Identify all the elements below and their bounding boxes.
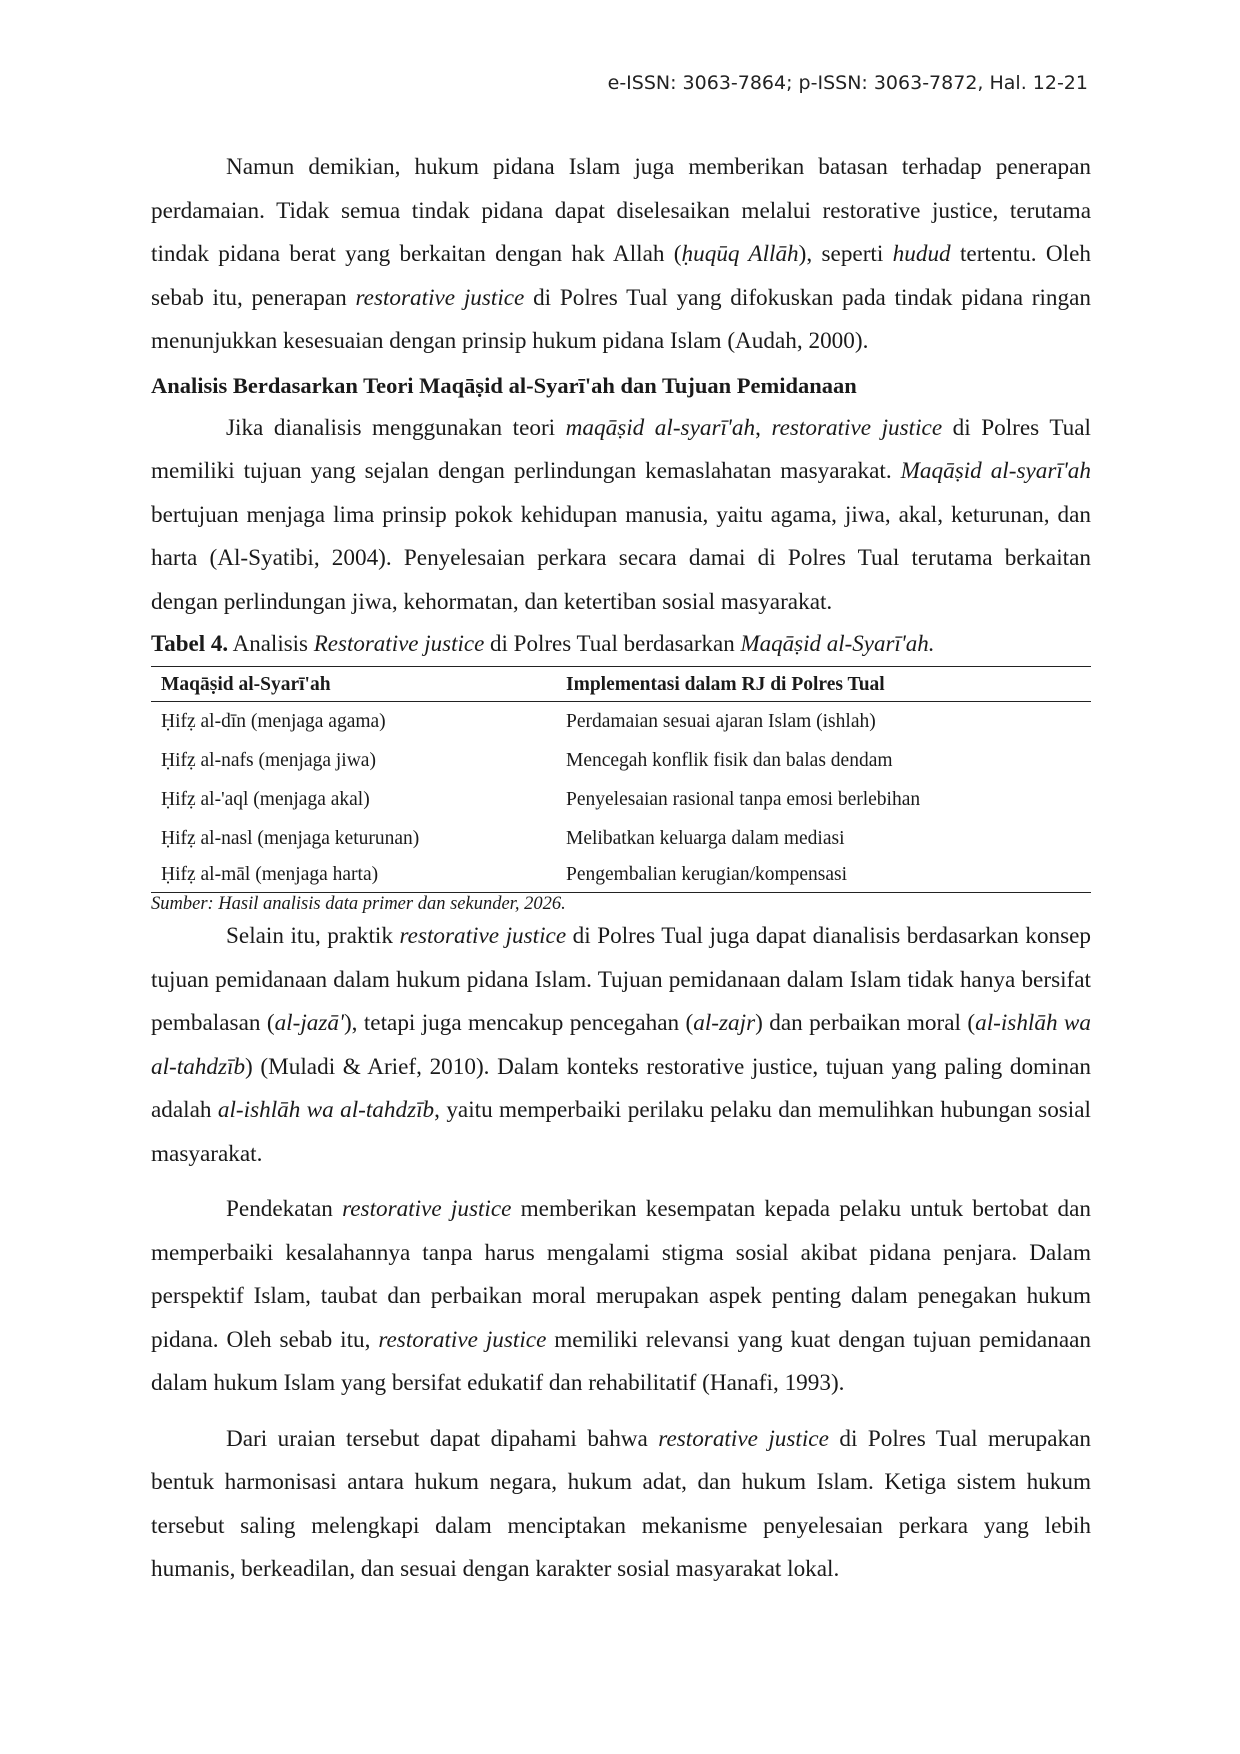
table-row [151,702,1091,742]
table-cell: Ḥifẓ al-māl (menjaga harta) [151,858,556,893]
table-header-cell: Maqāṣid al-Syarī'ah [151,667,556,702]
table-header-cell: Implementasi dalam RJ di Polres Tual [556,667,1091,702]
table-row [151,780,1091,819]
table-cell: Melibatkan keluarga dalam mediasi [566,828,845,849]
paragraph-gap [151,1406,1091,1418]
table-row [151,741,1091,780]
section-heading: Analisis Berdasarkan Teori Maqāṣid al-Syarī'ah dan Tujuan Pemidanaan [151,372,857,398]
paragraph-1: Namun demikian, hukum pidana Islam juga memberikan batasan terhadap penerapan perdamaian. Tidak semua tindak pidana dapat diselesaikan melalui restorative justice, terutama tindak pidana berat yang berkaitan dengan hak Allah (ḥuqūq Allāh), seperti hudud tertentu. Oleh sebab itu, penerapan restorative justice di Polres Tual yang difokuskan pada tindak pidana ringan menunjukkan kesesuaian dengan prinsip hukum pidana Islam (Audah, 2000). [151,154,1091,354]
page-content [151,146,1091,1592]
paragraph-gap [151,1176,1091,1188]
table-row [151,858,1091,893]
table-source: Sumber: Hasil analisis data primer dan sekunder, 2026. [151,894,566,914]
paragraph-5: Dari uraian tersebut dapat dipahami bahwa restorative justice di Polres Tual merupakan bentuk harmonisasi antara hukum negara, hukum adat, dan hukum Islam. Ketiga sistem hukum tersebut saling melengkapi dalam menciptakan mekanisme penyelesaian perkara yang lebih humanis, berkeadilan, dan sesuai dengan karakter sosial masyarakat lokal. [151,1425,1091,1582]
table-cell: Ḥifẓ al-nasl (menjaga keturunan) [161,828,420,849]
table-cell: Ḥifẓ al-dīn (menjaga agama) [161,711,386,732]
table-header-row [151,667,1091,702]
table-cell: Ḥifẓ al-'aql (menjaga akal) [161,789,370,810]
paragraph-3: Selain itu, praktik restorative justice di Polres Tual juga dapat dianalisis berdasarkan konsep tujuan pemidanaan dalam hukum pidana Islam. Tujuan pemidanaan dalam Islam tidak hanya bersifat pembalasan (al-jazā'), tetapi juga mencakup pencegahan (al-zajr) dan perbaikan moral (al-ishlāh wa al-tahdzīb) (Muladi & Arief, 2010). Dalam konteks restorative justice, tujuan yang paling dominan adalah al-ishlāh wa al-tahdzīb, yaitu memperbaiki perilaku pelaku dan memulihkan hubungan sosial masyarakat. [151,923,1091,1167]
table-row [151,819,1091,858]
paragraph-2: Jika dianalisis menggunakan teori maqāṣid al-syarī'ah, restorative justice di Polres Tual memiliki tujuan yang sejalan dengan perlindungan kemaslahatan masyarakat. Maqāṣid al-syarī'ah bertujuan menjaga lima prinsip pokok kehidupan manusia, yaitu agama, jiwa, akal, keturunan, dan harta (Al-Syatibi, 2004). Penyelesaian perkara secara damai di Polres Tual terutama berkaitan dengan perlindungan jiwa, kehormatan, dan ketertiban sosial masyarakat. [151,414,1091,615]
table-cell: Penyelesaian rasional tanpa emosi berlebihan [566,789,921,810]
table-cell: Pengembalian kerugian/kompensasi [556,858,1091,893]
paragraph-4: Pendekatan restorative justice memberikan kesempatan kepada pelaku untuk bertobat dan memperbaiki kesalahannya tanpa harus mengalami stigma sosial akibat pidana penjara. Dalam perspektif Islam, taubat dan perbaikan moral merupakan aspek penting dalam penegakan hukum pidana. Oleh sebab itu, restorative justice memiliki relevansi yang kuat dengan tujuan pemidanaan dalam hukum Islam yang bersifat edukatif dan rehabilitatif (Hanafi, 1993). [151,1196,1091,1396]
maqasid-table [151,666,1091,893]
table-cell: Perdamaian sesuai ajaran Islam (ishlah) [566,711,876,732]
journal-header: e-ISSN: 3063-7864; p-ISSN: 3063-7872, Hal. 12-21 [607,72,1088,94]
table-cell: Mencegah konflik fisik dan balas dendam [566,750,893,771]
table-cell: Ḥifẓ al-nafs (menjaga jiwa) [161,750,376,771]
table-caption: Tabel 4. Analisis Restorative justice di Polres Tual berdasarkan Maqāṣid al-Syarī'ah. [151,631,935,656]
